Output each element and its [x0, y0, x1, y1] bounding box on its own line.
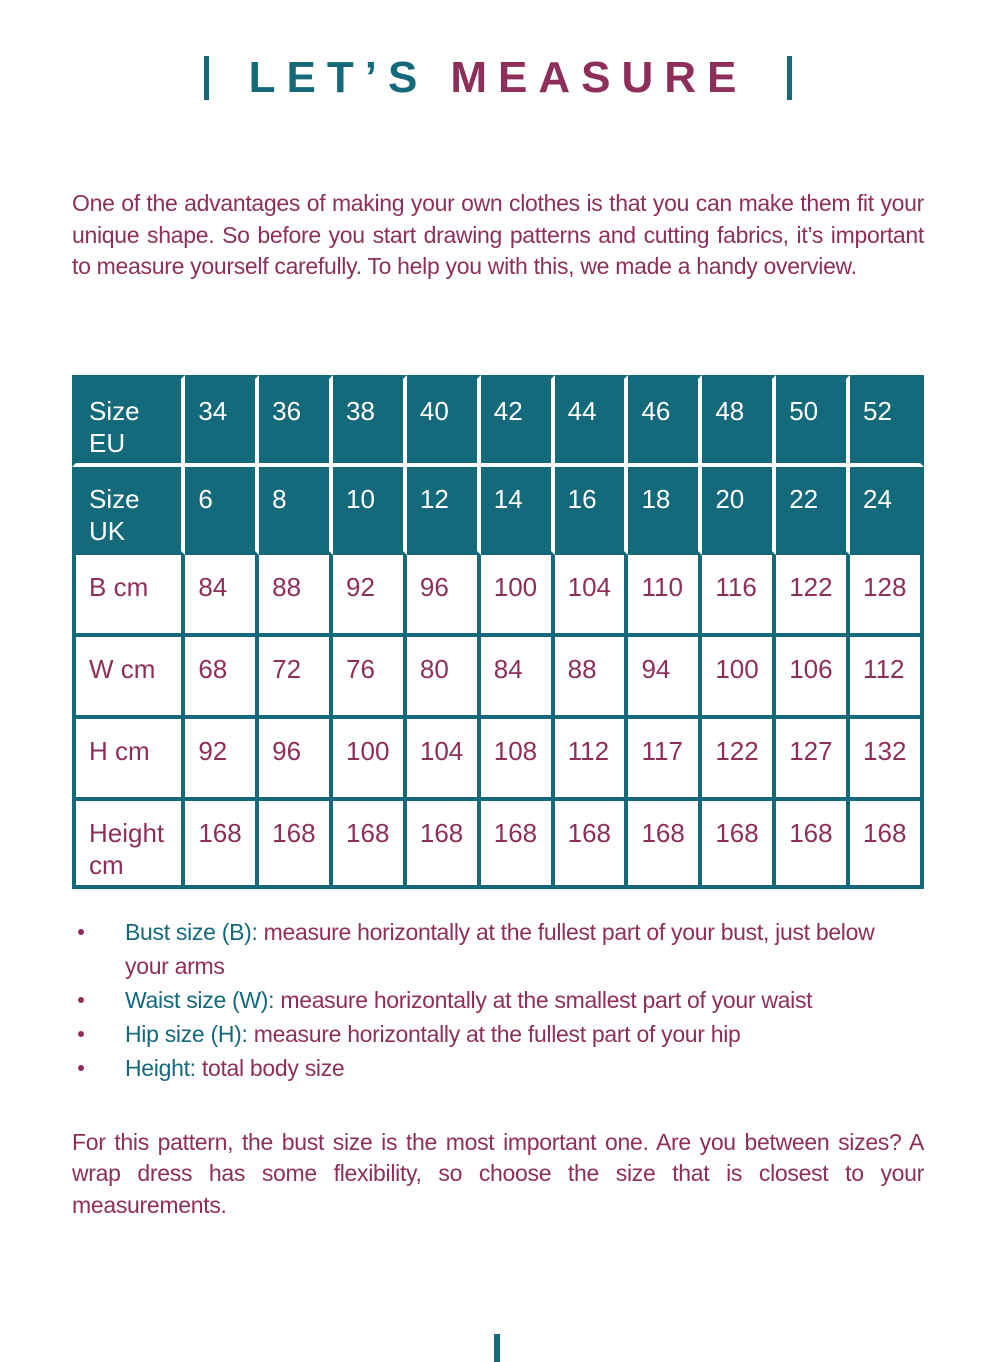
measure-note-text: Hip size (H): measure horizontally at the fullest part of your hip [125, 1020, 741, 1047]
size-cell: 132 [850, 719, 924, 801]
size-cell: 84 [481, 637, 555, 719]
size-cell: 168 [185, 801, 259, 889]
size-cell: 100 [702, 637, 776, 719]
size-cell: 40 [407, 375, 481, 467]
size-cell: 96 [259, 719, 333, 801]
size-cell: 12 [407, 467, 481, 555]
size-cell: 122 [702, 719, 776, 801]
size-cell: 42 [481, 375, 555, 467]
size-cell: 104 [407, 719, 481, 801]
size-cell: 108 [481, 719, 555, 801]
row-label: Size UK [72, 467, 185, 555]
table-row [72, 375, 924, 467]
measure-note-item [72, 1051, 924, 1085]
measure-note-item [72, 915, 924, 983]
row-label: B cm [72, 555, 185, 637]
size-cell: 20 [702, 467, 776, 555]
size-cell: 52 [850, 375, 924, 467]
row-label: Size EU [72, 375, 185, 467]
size-cell: 100 [333, 719, 407, 801]
size-cell: 104 [555, 555, 629, 637]
size-cell: 22 [776, 467, 850, 555]
measure-page [0, 54, 996, 1221]
title-right-bar-icon [787, 56, 792, 100]
bullet-dot-icon [78, 929, 84, 935]
size-cell: 36 [259, 375, 333, 467]
title-left-bar-icon [204, 56, 209, 100]
size-cell: 168 [407, 801, 481, 889]
size-cell: 112 [555, 719, 629, 801]
size-cell: 92 [185, 719, 259, 801]
measure-notes [72, 915, 924, 1085]
size-cell: 50 [776, 375, 850, 467]
measure-note-item [72, 1017, 924, 1051]
intro-paragraph: One of the advantages of making your own clothes is that you can make them fit your unique shape. So before you start drawing patterns and cutting fabrics, it’s important to measure yourself carefully. To help you with this, we made a handy overview. [72, 190, 924, 279]
size-cell: 168 [259, 801, 333, 889]
row-label: W cm [72, 637, 185, 719]
size-cell: 68 [185, 637, 259, 719]
size-cell: 76 [333, 637, 407, 719]
table-row [72, 801, 924, 889]
size-cell: 116 [702, 555, 776, 637]
size-table [72, 375, 924, 889]
size-cell: 96 [407, 555, 481, 637]
size-cell: 128 [850, 555, 924, 637]
size-cell: 92 [333, 555, 407, 637]
size-cell: 117 [628, 719, 702, 801]
table-row [72, 467, 924, 555]
size-cell: 88 [555, 637, 629, 719]
size-cell: 122 [776, 555, 850, 637]
size-cell: 46 [628, 375, 702, 467]
page-title-text [249, 54, 748, 102]
table-row [72, 555, 924, 637]
size-cell: 106 [776, 637, 850, 719]
bullet-dot-icon [78, 1031, 84, 1037]
measure-note-term: Waist size (W): [125, 986, 275, 1013]
size-cell: 168 [850, 801, 924, 889]
bullet-dot-icon [78, 1065, 84, 1071]
bullet-dot-icon [78, 997, 84, 1003]
size-cell: 18 [628, 467, 702, 555]
table-row [72, 637, 924, 719]
title-word-measure: MEASURE [450, 53, 748, 102]
measure-note-text: Bust size (B): measure horizontally at the fullest part of your bust, just below your arms [125, 918, 875, 979]
title-word-lets: LET’S [248, 53, 429, 102]
measure-note-term: Bust size (B): [125, 918, 258, 945]
size-cell: 6 [185, 467, 259, 555]
size-cell: 84 [185, 555, 259, 637]
measure-note-text: Waist size (W): measure horizontally at the smallest part of your waist [125, 986, 813, 1013]
size-cell: 14 [481, 467, 555, 555]
row-label: H cm [72, 719, 185, 801]
size-cell: 168 [702, 801, 776, 889]
closing-paragraph: For this pattern, the bust size is the most important one. Are you between sizes? A wrap dress has some flexibility, so choose the size that is closest to your measurements. [72, 1128, 924, 1218]
size-cell: 8 [259, 467, 333, 555]
size-table-body [72, 375, 924, 889]
size-cell: 168 [333, 801, 407, 889]
size-cell: 10 [333, 467, 407, 555]
row-label: Height cm [72, 801, 185, 889]
size-cell: 94 [628, 637, 702, 719]
size-cell: 127 [776, 719, 850, 801]
size-cell: 44 [555, 375, 629, 467]
footer-page-mark [494, 1334, 500, 1362]
page-title [72, 54, 924, 102]
size-cell: 168 [481, 801, 555, 889]
size-cell: 168 [628, 801, 702, 889]
size-cell: 24 [850, 467, 924, 555]
size-cell: 80 [407, 637, 481, 719]
measure-note-text: Height: total body size [125, 1054, 345, 1081]
size-cell: 100 [481, 555, 555, 637]
size-cell: 38 [333, 375, 407, 467]
size-cell: 112 [850, 637, 924, 719]
size-cell: 72 [259, 637, 333, 719]
size-cell: 16 [555, 467, 629, 555]
size-cell: 48 [702, 375, 776, 467]
table-row [72, 719, 924, 801]
size-cell: 168 [555, 801, 629, 889]
size-cell: 168 [776, 801, 850, 889]
size-cell: 88 [259, 555, 333, 637]
size-cell: 34 [185, 375, 259, 467]
measure-note-term: Hip size (H): [125, 1020, 248, 1047]
measure-note-item [72, 983, 924, 1017]
measure-note-term: Height: [125, 1054, 196, 1081]
size-cell: 110 [628, 555, 702, 637]
